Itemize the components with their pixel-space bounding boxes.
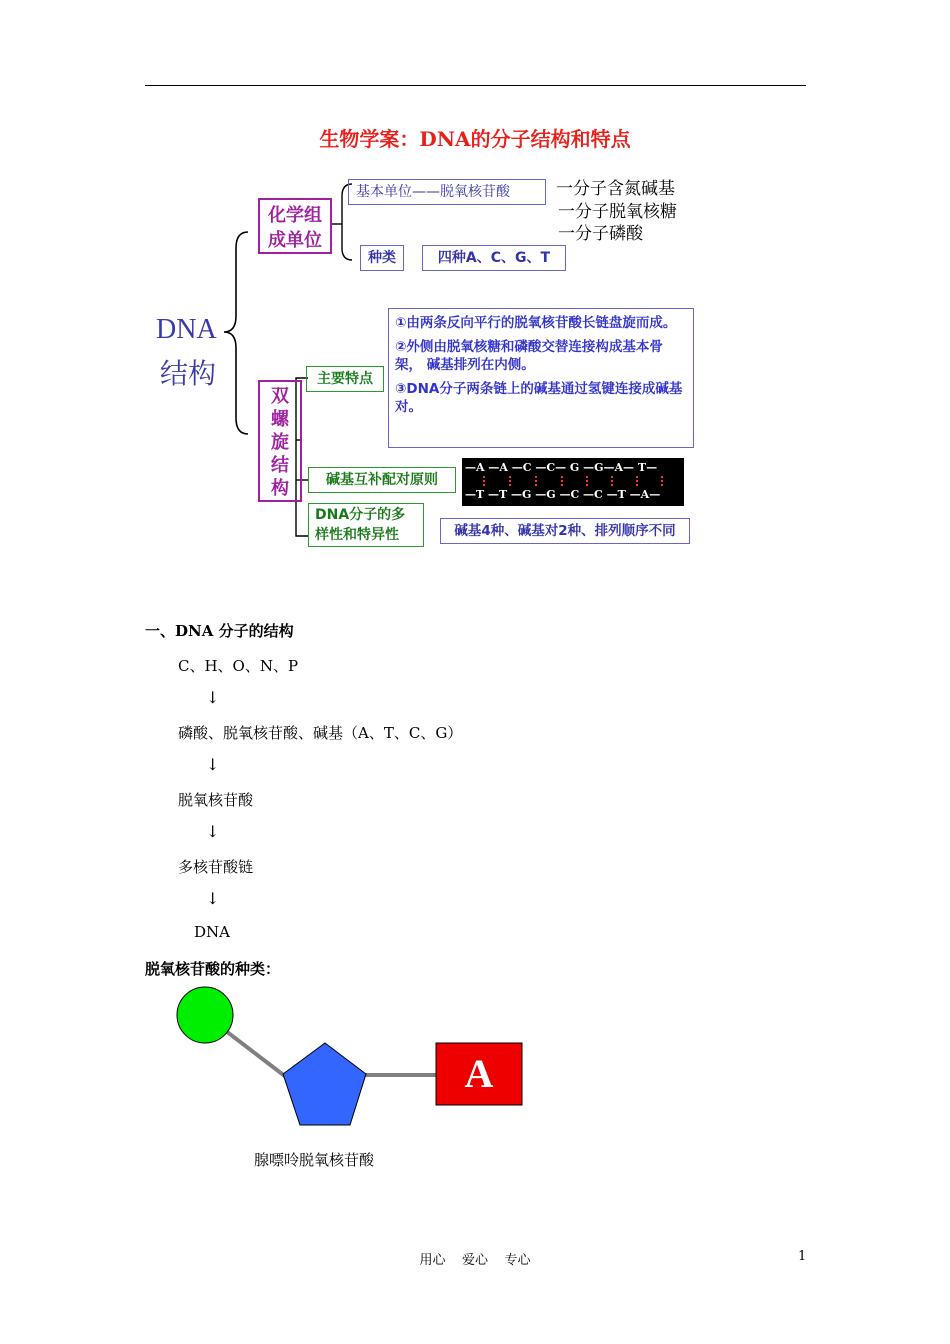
base-letter: A <box>464 1051 494 1096</box>
footer-motto: 用心 爱心 专心 <box>419 1253 531 1268</box>
flow-step-components: 磷酸、脱氧核苷酸、碱基（A、T、C、G） <box>178 724 463 742</box>
flow-step-dna: DNA <box>194 923 230 941</box>
flow-arrow-icon: ↓ <box>206 889 220 908</box>
nucleotide-caption: 腺嘌呤脱氧核苷酸 <box>254 1151 375 1169</box>
flow-step-chain: 多核苷酸链 <box>178 858 254 876</box>
diversity-label: DNA分子的多样性和特异性 <box>308 503 424 547</box>
flow-arrow-icon: ↓ <box>206 822 220 841</box>
kinds-value: 四种A、C、G、T <box>422 245 566 271</box>
flow-step-nucleotide: 脱氧核苷酸 <box>178 791 254 809</box>
kinds-heading: 脱氧核苷酸的种类： <box>145 960 281 978</box>
feature-3: ③DNA分子两条链上的碱基通过氢键连接成碱基对。 <box>395 381 683 415</box>
component-phosphate: 一分子磷酸 <box>558 224 643 244</box>
flow-arrow-icon: ↓ <box>206 688 220 707</box>
pairing-top-strand: —A —A —C —C— G —G—A— T— <box>465 461 658 474</box>
flow-step-elements: C、H、O、N、P <box>178 657 299 675</box>
hydrogen-bonds <box>465 476 681 488</box>
kinds-label: 种类 <box>360 245 404 271</box>
diagram-connectors <box>0 0 950 600</box>
component-sugar: 一分子脱氧核糖 <box>558 202 677 222</box>
feature-2: ②外侧由脱氧核糖和磷酸交替连接构成基本骨架， 碱基排列在内侧。 <box>395 339 663 373</box>
double-helix-label: 双螺旋结构 <box>258 380 302 502</box>
pairing-bottom-strand: —T —T —G —G —C —C —T —A— <box>465 488 661 501</box>
basic-unit-box: 基本单位——脱氧核苷酸 <box>348 179 546 205</box>
base-pairing-strip <box>462 458 684 506</box>
pairing-label: 碱基互补配对原则 <box>308 467 456 493</box>
phosphate-circle <box>177 987 233 1043</box>
flow-arrow-icon: ↓ <box>206 755 220 774</box>
diagram-root-structure: 结构 <box>160 359 217 390</box>
diversity-value: 碱基4种、碱基对2种、排列顺序不同 <box>440 518 690 544</box>
section-heading: 一、DNA 分子的结构 <box>145 622 294 640</box>
page-number: 1 <box>798 1249 807 1264</box>
component-base: 一分子含氮碱基 <box>556 179 675 199</box>
features-box <box>388 308 694 448</box>
feature-1: ①由两条反向平行的脱氧核苷酸长链盘旋而成。 <box>395 315 677 331</box>
diagram-root-dna: DNA <box>156 314 217 345</box>
deoxyribose-pentagon <box>283 1043 366 1125</box>
page-title: 生物学案：DNA的分子结构和特点 <box>319 127 631 151</box>
composition-label: 化学组成单位 <box>258 198 332 254</box>
main-features-label: 主要特点 <box>306 366 384 392</box>
